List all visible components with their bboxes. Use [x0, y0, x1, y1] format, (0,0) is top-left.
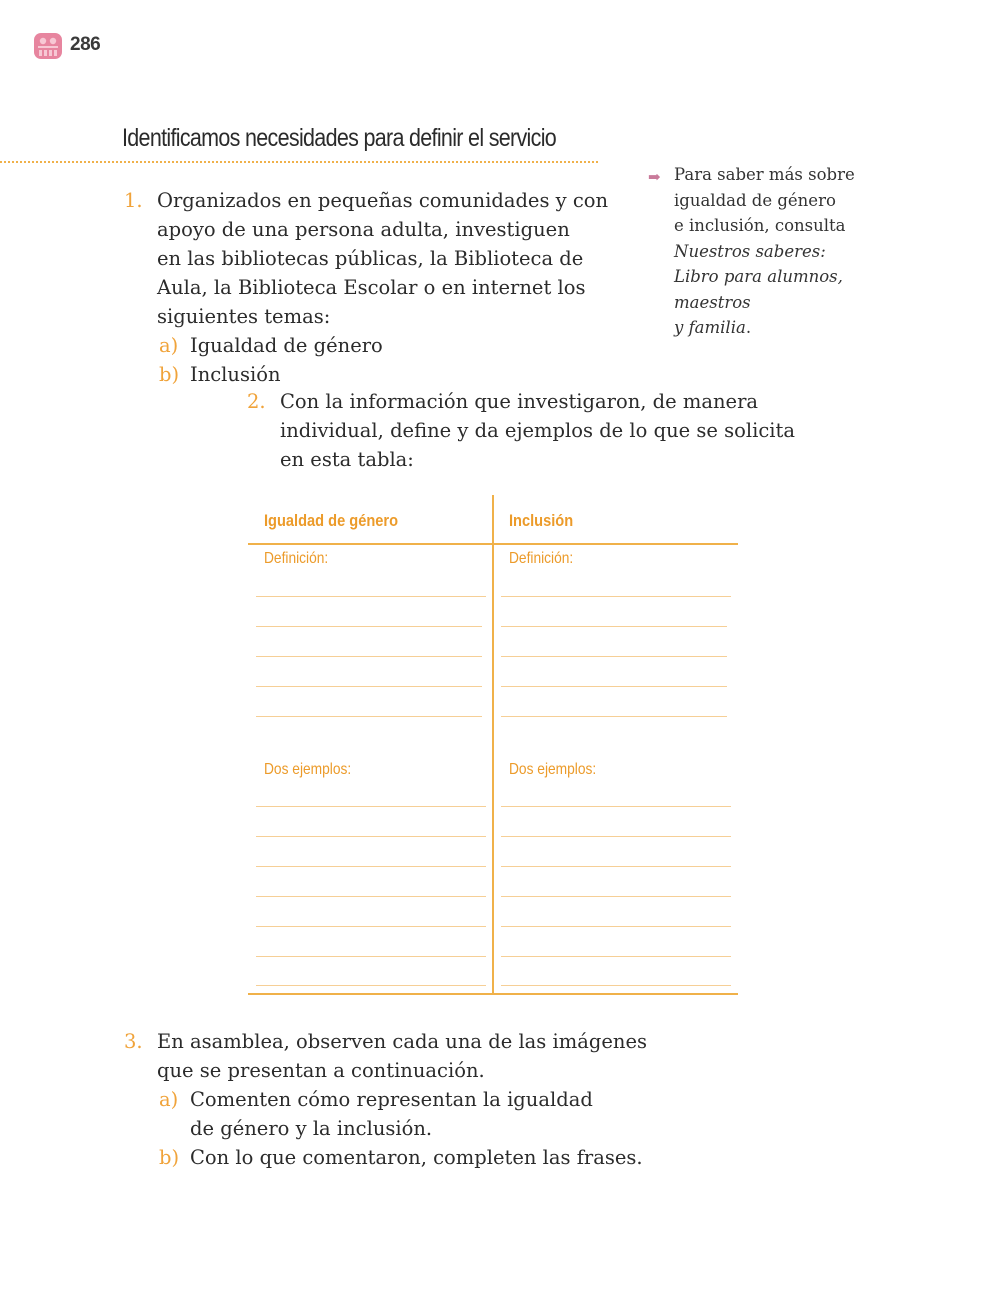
column-header-inclusion: Inclusión [509, 511, 574, 530]
writing-line[interactable] [501, 656, 727, 657]
item-text [190, 1143, 643, 1172]
book-title-line: y familia [674, 318, 746, 337]
text-line: Comenten cómo representan la igualdad [190, 1088, 593, 1111]
examples-label: Dos ejemplos: [264, 761, 352, 778]
text-line: En asamblea, observen cada una de las imágenes [157, 1030, 647, 1053]
writing-line[interactable] [256, 806, 486, 807]
text-line: Aula, la Biblioteca Escolar o en internet los [157, 276, 586, 299]
writing-line[interactable] [501, 716, 727, 717]
writing-line[interactable] [501, 596, 731, 597]
writing-line[interactable] [501, 896, 731, 897]
writing-line[interactable] [501, 626, 727, 627]
bottom-rule [248, 993, 738, 995]
writing-line[interactable] [256, 926, 486, 927]
worksheet-table [248, 495, 738, 997]
activity-2-text [280, 387, 795, 474]
text-line: Con lo que comentaron, completen las frases. [190, 1146, 643, 1169]
writing-line[interactable] [256, 985, 486, 986]
sidebar-line: e inclusión, consulta [674, 216, 846, 235]
activity-1-text [157, 186, 608, 331]
writing-line[interactable] [256, 686, 482, 687]
item-text: Inclusión [190, 363, 281, 386]
item-letter: b) [159, 1146, 180, 1169]
text-line: que se presentan a continuación. [157, 1059, 485, 1082]
writing-line[interactable] [256, 656, 482, 657]
writing-line[interactable] [501, 836, 731, 837]
text-line: Organizados en pequeñas comunidades y con [157, 189, 609, 212]
item-letter: a) [159, 1088, 179, 1111]
title-divider [0, 161, 598, 163]
activity-2-number: 2. [247, 390, 266, 413]
book-title-line: maestros [674, 292, 751, 312]
writing-line[interactable] [501, 686, 727, 687]
writing-line[interactable] [501, 985, 731, 986]
writing-line[interactable] [501, 866, 731, 867]
examples-label: Dos ejemplos: [509, 761, 597, 778]
writing-line[interactable] [501, 806, 731, 807]
text-line: siguientes temas: [157, 305, 331, 328]
column-divider [492, 495, 494, 995]
text-line: de género y la inclusión. [190, 1117, 433, 1140]
text-line: en esta tabla: [280, 448, 414, 471]
text-line: Con la información que investigaron, de manera [280, 390, 759, 413]
activity-3-text [157, 1027, 647, 1085]
writing-line[interactable] [256, 716, 482, 717]
arrow-right-icon: ➡ [648, 168, 661, 186]
book-title-line: Nuestros saberes: [674, 241, 826, 261]
column-header-gender-equality: Igualdad de género [264, 511, 399, 530]
definition-label: Definición: [264, 550, 329, 567]
sidebar-line: Para saber más sobre [674, 165, 855, 184]
activity-1-number: 1. [124, 189, 143, 212]
writing-line[interactable] [256, 836, 486, 837]
writing-line[interactable] [256, 866, 486, 867]
item-letter: a) [159, 334, 179, 357]
text-line: apoyo de una persona adulta, investiguen [157, 218, 570, 241]
writing-line[interactable] [256, 956, 486, 957]
writing-line[interactable] [501, 956, 731, 957]
writing-line[interactable] [501, 926, 731, 927]
sidebar-note [648, 162, 874, 341]
item-text: Igualdad de género [190, 334, 383, 357]
campus-community-icon [34, 33, 62, 59]
item-text [190, 1085, 593, 1143]
item-letter: b) [159, 363, 180, 386]
text-line: en las bibliotecas públicas, la Biblioteca de [157, 247, 584, 270]
section-title: Identificamos necesidades para definir el servicio [122, 124, 557, 152]
header-rule [248, 543, 738, 545]
activity-3-number: 3. [124, 1030, 143, 1053]
writing-line[interactable] [256, 626, 482, 627]
sidebar-period: . [745, 318, 752, 337]
sidebar-line: igualdad de género [674, 190, 836, 210]
definition-label: Definición: [509, 550, 574, 567]
writing-line[interactable] [256, 896, 486, 897]
page-number: 286 [70, 34, 101, 55]
text-line: individual, define y da ejemplos de lo que se solicita [280, 419, 795, 442]
writing-line[interactable] [256, 596, 486, 597]
book-title-line: Libro para alumnos, [674, 267, 843, 286]
